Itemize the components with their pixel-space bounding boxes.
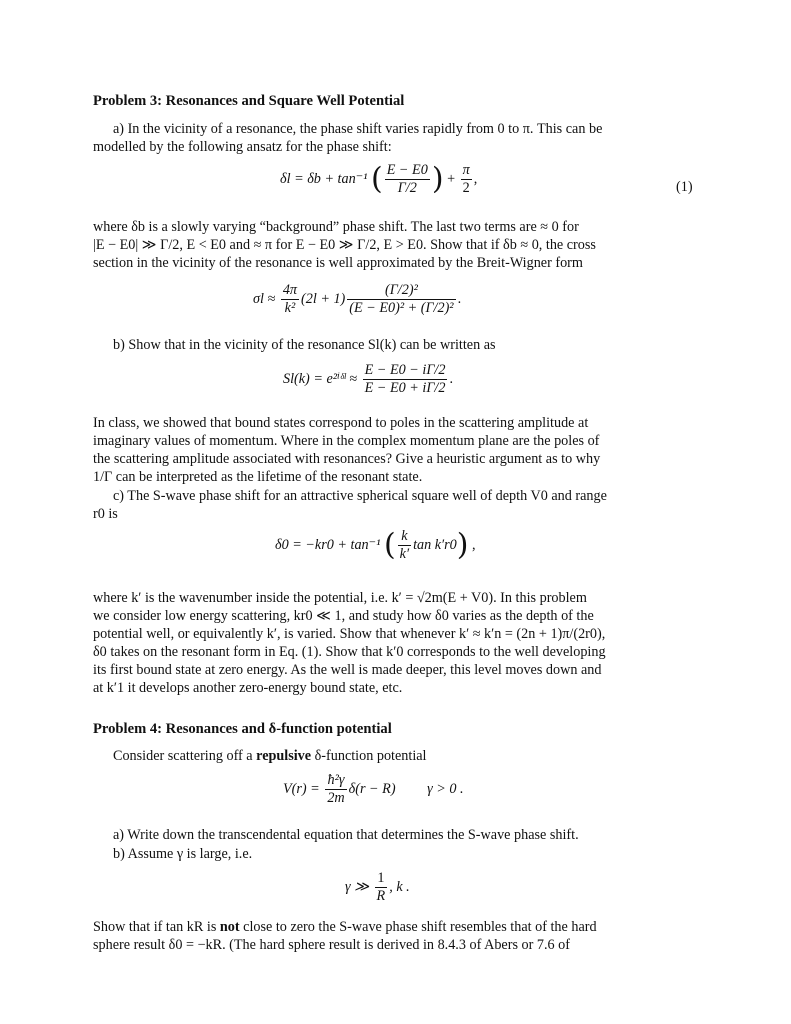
eq2-numerator: (Γ/2)² [347,282,455,300]
eq1-close-paren: ) [431,161,444,197]
p3-part-c-line-4: we consider low energy scattering, kr0 ≪ 1, and study how δ0 varies as the depth of the [93,608,594,624]
eq2-mid: (2l + 1) [301,290,346,307]
eq2-f1-denominator: k² [284,300,296,316]
eq2-f1-numerator: 4π [282,282,298,298]
eq1-pi-numerator: π [462,162,470,178]
eq4-fraction [398,528,411,563]
p4-part-b: b) Assume γ is large, i.e. [113,846,253,862]
p4-s1-pre: Show that if tan kR is [93,919,220,935]
eq5-fraction [325,772,346,807]
eq4-numerator: k [398,528,411,546]
eq6-numerator: 1 [375,870,388,888]
equation-breit-wigner [253,282,461,317]
p3-part-c-line-7: its first bound state at zero energy. As the well is made deeper, this level moves down and [93,662,602,678]
eq3-left: Sl(k) = e²ⁱᵟˡ ≈ [283,370,358,387]
p3-part-c-line-2: r0 is [93,506,118,522]
eq6-denominator: R [376,888,386,904]
p3-part-a-line-2: modelled by the following ansatz for the phase shift: [93,139,392,155]
p3-part-b-line-2: In class, we showed that bound states correspond to poles in the scattering amplitude at [93,415,589,431]
eq1-pi-denominator: 2 [462,180,470,196]
p4-s1-post: close to zero the S-wave phase shift resembles that of the hard [239,919,597,935]
eq2-denominator: (E − E0)² + (Γ/2)² [349,300,454,316]
eq1-comma: , [473,170,478,187]
eq1-plus: + [447,170,456,187]
eq4-open-paren: ( [383,527,396,563]
eq5-denominator: 2m [327,790,345,806]
p4-intro-post: δ-function potential [311,748,427,764]
p3-part-c-line-3: where k′ is the wavenumber inside the potential, i.e. k′ = √2m(E + V0). In this problem [93,590,587,606]
eq1-numerator: E − E0 [386,162,428,178]
eq5-numerator: ħ²γ [325,772,346,790]
equation-gamma-large [345,870,410,905]
eq3-fraction [363,362,448,397]
p3-part-a-line-1: a) In the vicinity of a resonance, the phase shift varies rapidly from 0 to π. This can be [113,121,603,137]
eq2-end: . [457,290,462,307]
p4-intro [113,747,427,765]
eq5-condition: γ > 0 . [427,780,464,797]
p3-part-a-line-5: section in the vicinity of the resonance is well approximated by the Breit-Wigner form [93,255,583,271]
eq1-pi-fraction [461,162,472,197]
eq5-mid: δ(r − R) [348,780,396,797]
eq5-left: V(r) = [283,780,320,797]
equation-s-matrix [283,362,453,397]
p3-part-b-line-4: the scattering amplitude associated with resonances? Give a heuristic argument as to why [93,451,601,467]
p4-statement-line-2: sphere result δ0 = −kR. (The hard sphere result is derived in 8.4.3 of Abers or 7.6 of [93,937,570,953]
eq1-left: δl = δb + tan⁻¹ [280,170,368,187]
problem-4-heading: Problem 4: Resonances and δ-function potential [93,721,392,737]
p4-intro-pre: Consider scattering off a [113,748,257,764]
equation-1 [280,162,477,197]
eq4-left: δ0 = −kr0 + tan⁻¹ [275,536,381,553]
eq6-fraction [375,870,388,905]
eq1-fraction [385,162,430,197]
eq2-fraction-1 [281,282,299,317]
eq4-tail: tan k′r0 [413,536,457,553]
p3-part-c-line-8: at k′1 it develops another zero-energy bound state, etc. [93,680,403,696]
p3-part-b-line-5: 1/Γ can be interpreted as the lifetime of the resonant state. [93,469,423,485]
p3-part-c-line-6: δ0 takes on the resonant form in Eq. (1). Show that k′0 corresponds to the well developing [93,644,606,660]
p4-statement-line-1 [93,918,597,936]
eq2-fraction-2 [347,282,455,317]
equation-1-label: (1) [676,179,693,195]
eq3-end: . [449,370,453,387]
eq3-numerator: E − E0 − iΓ/2 [364,362,446,378]
equation-delta-potential [283,772,464,807]
equation-square-well-phase [275,528,476,563]
p4-intro-bold: repulsive [256,748,312,764]
p3-part-b-line-1: b) Show that in the vicinity of the resonance Sl(k) can be written as [113,337,496,353]
eq4-denominator: k′ [399,546,410,562]
eq2-left: σl ≈ [253,290,276,307]
p3-part-c-line-1: c) The S-wave phase shift for an attractive spherical square well of depth V0 and range [113,488,607,504]
eq3-denominator: E − E0 + iΓ/2 [364,380,446,396]
eq4-close-paren: ) [456,527,469,563]
problem-3-heading: Problem 3: Resonances and Square Well Potential [93,93,405,109]
p4-part-a: a) Write down the transcendental equation that determines the S-wave phase shift. [113,827,579,843]
eq4-end: , [472,536,476,553]
p4-s1-bold: not [219,919,240,935]
p3-part-c-line-5: potential well, or equivalently k′, is varied. Show that whenever k′ ≈ k′n = (2n + 1)π/(2r0), [93,626,606,642]
p3-part-a-line-3: where δb is a slowly varying “background” phase shift. The last two terms are ≈ 0 for [93,219,579,235]
eq1-open-paren: ( [370,161,383,197]
eq6-left: γ ≫ [345,878,369,895]
p3-part-a-line-4: |E − E0| ≫ Γ/2, E < E0 and ≈ π for E − E0 ≫ Γ/2, E > E0. Show that if δb ≈ 0, the cross [93,237,596,253]
eq6-end: , k . [389,878,410,895]
eq1-denominator: Γ/2 [397,180,417,196]
p3-part-b-line-3: imaginary values of momentum. Where in the complex momentum plane are the poles of [93,433,600,449]
